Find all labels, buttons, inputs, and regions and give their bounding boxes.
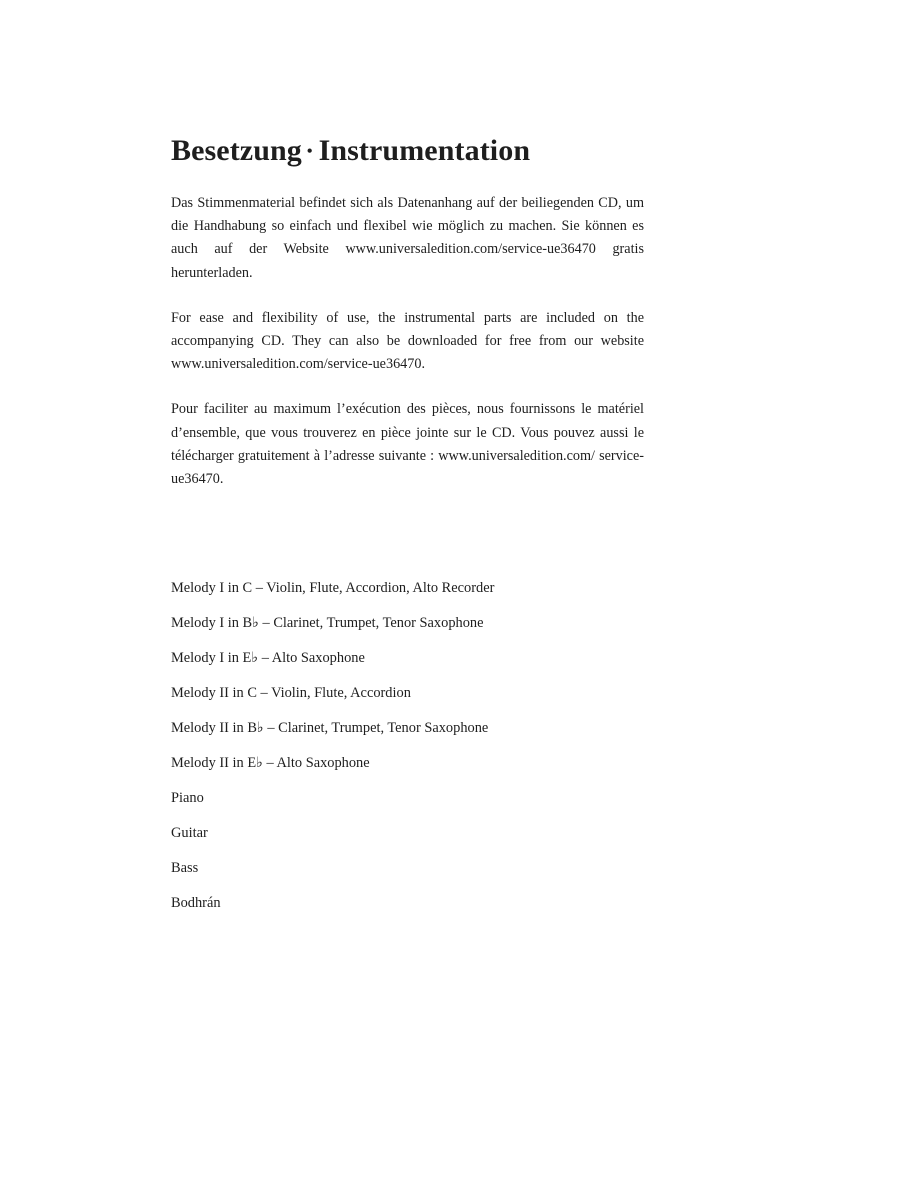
paragraph-french: Pour faciliter au maximum l’exécution des pièces, nous fournissons le matériel d’ensemble, que vous trouverez en pièce jointe sur le CD. Vous pouvez aussi le télécharger gratuitement à l’adresse suivante : www.universaledition.com/ service-ue36470.: [171, 401, 644, 488]
list-item: Piano: [171, 790, 204, 806]
title-german: Besetzung: [171, 134, 302, 168]
list-item: Guitar: [171, 825, 208, 841]
list-item: Melody II in C – Violin, Flute, Accordion: [171, 685, 411, 701]
list-item: Melody II in E♭ – Alto Saxophone: [171, 755, 370, 771]
list-item: Bass: [171, 860, 199, 876]
list-item: Melody II in B♭ – Clarinet, Trumpet, Tenor Saxophone: [171, 720, 489, 736]
list-item: Melody I in B♭ – Clarinet, Trumpet, Tenor Saxophone: [171, 615, 484, 631]
page-title: [171, 132, 530, 171]
intro-text: [171, 192, 644, 513]
instrument-list: [171, 576, 494, 926]
list-item: Melody I in C – Violin, Flute, Accordion, Alto Recorder: [171, 580, 495, 596]
list-item: Bodhrán: [171, 895, 221, 911]
title-english: Instrumentation: [318, 134, 531, 168]
title-separator: •: [306, 143, 313, 161]
paragraph-german: Das Stimmenmaterial befindet sich als Datenanhang auf der beiliegenden CD, um die Handhabung so einfach und flexibel wie möglich zu machen. Sie können es auch auf der Website www.universaledition.com/service-ue36470 gratis herunterladen.: [171, 195, 644, 281]
list-item: Melody I in E♭ – Alto Saxophone: [171, 650, 365, 666]
paragraph-english: For ease and flexibility of use, the instrumental parts are included on the accompanying CD. They can also be downloaded for free from our website www.universaledition.com/service-ue36470.: [171, 309, 644, 373]
